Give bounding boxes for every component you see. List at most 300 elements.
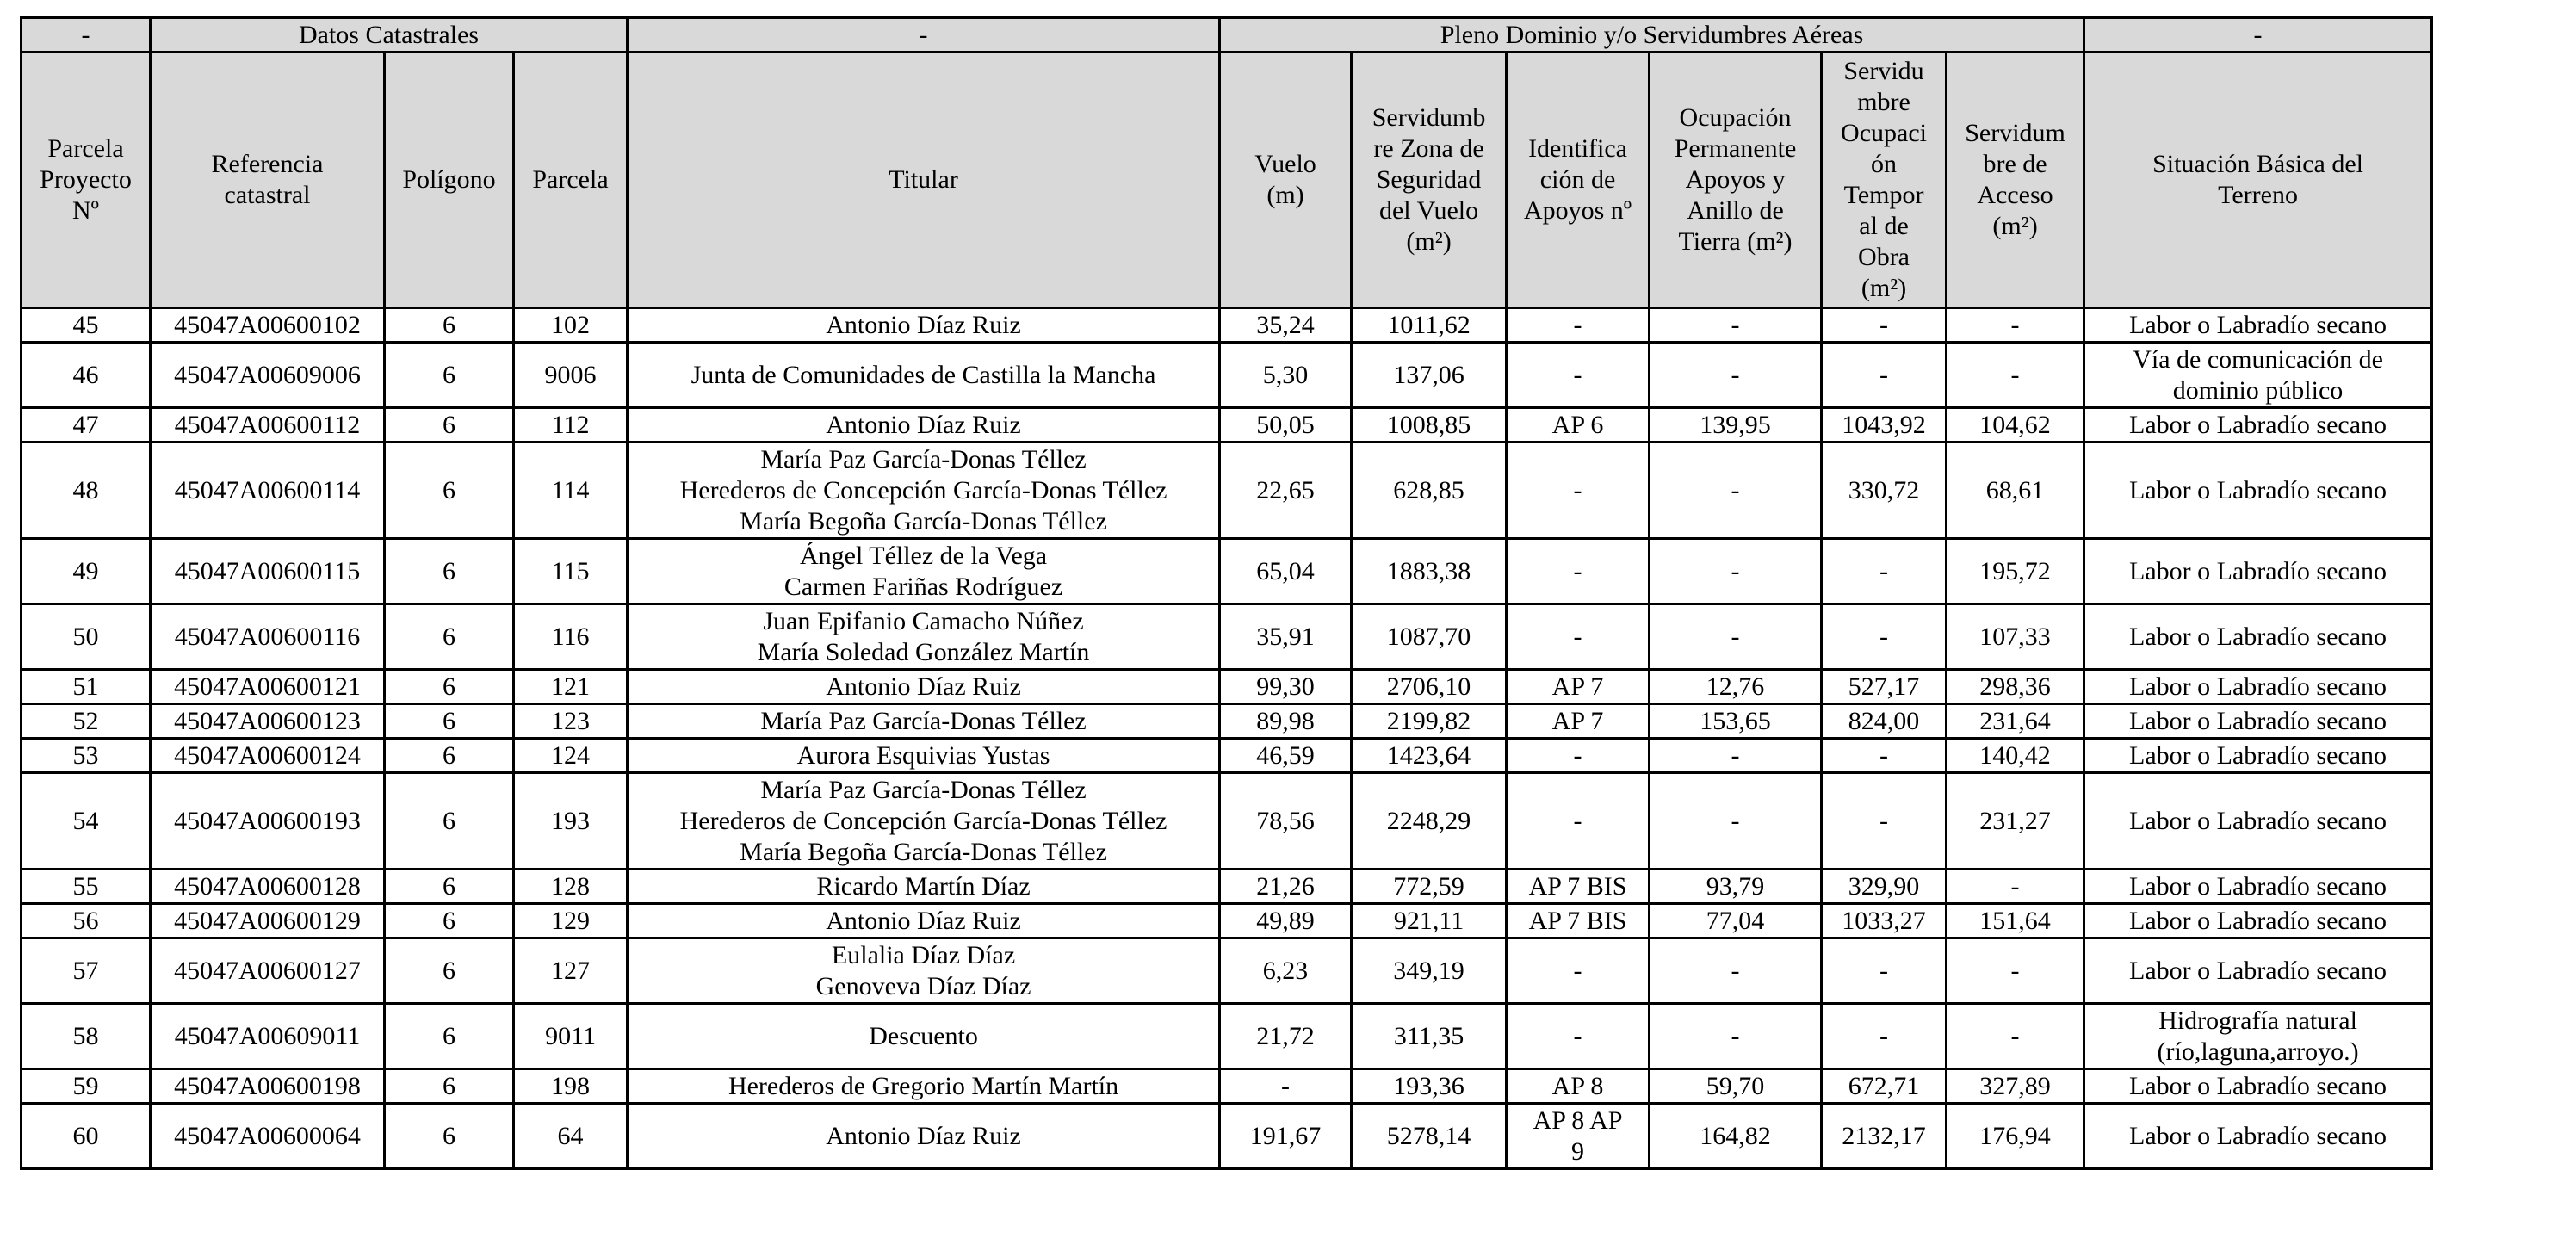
col-header-situacion [2084, 53, 2432, 308]
cell-line: Labor o Labradío secano [2129, 475, 2387, 505]
cell-servidumbre-acceso: 231,64 [1947, 704, 2084, 739]
cell-line: - [1573, 956, 1582, 985]
cell-referencia: 45047A00600193 [151, 773, 385, 870]
cell-titular [628, 670, 1220, 704]
cell-vuelo: - [1220, 1069, 1352, 1104]
cell-servidumbre-seguridad: 628,85 [1352, 443, 1507, 539]
cell-situacion [2084, 604, 2432, 670]
col-header-servidumbre-acceso [1947, 53, 2084, 308]
cell-parcela-proyecto: 54 [22, 773, 151, 870]
header-dash-left: - [22, 18, 151, 53]
cell-line: Servidumb [1372, 103, 1486, 132]
cell-parcela: 64 [514, 1104, 628, 1169]
cell-line: Antonio Díaz Ruiz [826, 672, 1021, 701]
cell-vuelo: 22,65 [1220, 443, 1352, 539]
parcel-table [20, 16, 2433, 1170]
header-dash-situacion: - [2084, 18, 2432, 53]
cell-line: (m²) [1861, 274, 1907, 302]
cell-situacion [2084, 773, 2432, 870]
cell-line: (m²) [1992, 212, 2038, 240]
cell-line: Antonio Díaz Ruiz [826, 410, 1021, 439]
cell-line: María Soledad González Martín [757, 637, 1090, 666]
cell-poligono: 6 [385, 773, 514, 870]
cell-line: Servidu [1843, 57, 1924, 85]
col-header-referencia [151, 53, 385, 308]
col-header-ocupacion-permanente [1650, 53, 1822, 308]
cell-line: AP 8 AP [1533, 1105, 1623, 1135]
cell-line: María Paz García-Donas Téllez [760, 775, 1087, 804]
cell-parcela: 115 [514, 539, 628, 604]
cell-vuelo: 89,98 [1220, 704, 1352, 739]
cell-apoyos [1507, 308, 1650, 343]
cell-situacion [2084, 1004, 2432, 1069]
cell-line: Proyecto [40, 165, 132, 194]
cell-titular [628, 604, 1220, 670]
cell-poligono: 6 [385, 870, 514, 904]
col-header-parcela-proyecto [22, 53, 151, 308]
cell-line: Aurora Esquivias Yustas [796, 740, 1050, 770]
cell-parcela: 129 [514, 904, 628, 938]
cell-situacion [2084, 938, 2432, 1004]
table-row [22, 870, 2432, 904]
cell-servidumbre-seguridad: 137,06 [1352, 343, 1507, 408]
cell-referencia: 45047A00600112 [151, 408, 385, 443]
cell-poligono: 6 [385, 704, 514, 739]
cell-servidumbre-seguridad: 772,59 [1352, 870, 1507, 904]
cell-ocupacion-temporal: - [1822, 938, 1947, 1004]
cell-line: Anillo de [1687, 196, 1784, 225]
cell-line: Labor o Labradío secano [2129, 556, 2387, 585]
cell-parcela: 102 [514, 308, 628, 343]
cell-vuelo: 5,30 [1220, 343, 1352, 408]
cell-situacion [2084, 870, 2432, 904]
cell-servidumbre-seguridad: 2248,29 [1352, 773, 1507, 870]
cell-line: Seguridad [1376, 165, 1482, 194]
cell-line: Carmen Fariñas Rodríguez [783, 572, 1063, 601]
cell-servidumbre-seguridad: 2199,82 [1352, 704, 1507, 739]
cell-parcela-proyecto: 45 [22, 308, 151, 343]
cell-parcela: 9006 [514, 343, 628, 408]
cell-vuelo: 78,56 [1220, 773, 1352, 870]
cell-apoyos [1507, 704, 1650, 739]
header-row-columns [22, 53, 2432, 308]
cell-servidumbre-acceso: - [1947, 870, 2084, 904]
cell-line: Labor o Labradío secano [2129, 672, 2387, 701]
cell-ocupacion-permanente: - [1650, 539, 1822, 604]
cell-line: Hidrografía natural [2158, 1006, 2357, 1035]
cell-poligono: 6 [385, 443, 514, 539]
cell-line: AP 7 BIS [1528, 871, 1627, 901]
cell-line: Labor o Labradío secano [2129, 871, 2387, 901]
col-header-servidumbre-seguridad [1352, 53, 1507, 308]
cell-ocupacion-temporal: 1033,27 [1822, 904, 1947, 938]
cell-servidumbre-acceso: 104,62 [1947, 408, 2084, 443]
cell-line: AP 7 BIS [1528, 906, 1627, 935]
cell-servidumbre-acceso: 298,36 [1947, 670, 2084, 704]
cell-servidumbre-acceso: 195,72 [1947, 539, 2084, 604]
cell-situacion [2084, 408, 2432, 443]
cell-apoyos [1507, 670, 1650, 704]
cell-servidumbre-seguridad: 1011,62 [1352, 308, 1507, 343]
cell-parcela: 121 [514, 670, 628, 704]
cell-titular [628, 343, 1220, 408]
cell-servidumbre-acceso: 231,27 [1947, 773, 2084, 870]
cell-ocupacion-permanente: - [1650, 343, 1822, 408]
cell-titular [628, 938, 1220, 1004]
cell-ocupacion-temporal: 527,17 [1822, 670, 1947, 704]
cell-parcela-proyecto: 60 [22, 1104, 151, 1169]
cell-poligono: 6 [385, 308, 514, 343]
cell-line: Vuelo [1254, 150, 1316, 178]
cell-line: Antonio Díaz Ruiz [826, 310, 1021, 339]
cell-referencia: 45047A00600124 [151, 739, 385, 773]
cell-referencia: 45047A00600198 [151, 1069, 385, 1104]
cell-situacion [2084, 670, 2432, 704]
cell-line: Titular [889, 165, 958, 194]
header-row-group [22, 18, 2432, 53]
cell-line: Parcela [47, 134, 124, 163]
cell-servidumbre-acceso: 151,64 [1947, 904, 2084, 938]
cell-situacion [2084, 704, 2432, 739]
cell-line: AP 7 [1551, 672, 1604, 701]
cell-line: Labor o Labradío secano [2129, 1121, 2387, 1150]
cell-apoyos [1507, 443, 1650, 539]
cell-situacion [2084, 539, 2432, 604]
cell-referencia: 45047A00609011 [151, 1004, 385, 1069]
cell-titular [628, 870, 1220, 904]
cell-line: Tierra (m²) [1678, 227, 1793, 256]
cell-situacion [2084, 343, 2432, 408]
cell-referencia: 45047A00609006 [151, 343, 385, 408]
cell-line: Ricardo Martín Díaz [816, 871, 1031, 901]
cell-line: - [1573, 806, 1582, 835]
cell-parcela-proyecto: 57 [22, 938, 151, 1004]
cell-line: ón [1871, 150, 1898, 178]
cell-servidumbre-acceso: 68,61 [1947, 443, 2084, 539]
cell-vuelo: 46,59 [1220, 739, 1352, 773]
cell-poligono: 6 [385, 739, 514, 773]
cell-line: Situación Básica del [2152, 150, 2364, 178]
cell-line: AP 7 [1551, 706, 1604, 735]
cell-line: Labor o Labradío secano [2129, 906, 2387, 935]
cell-titular [628, 1104, 1220, 1169]
cell-line: (m²) [1406, 227, 1452, 256]
cell-parcela: 123 [514, 704, 628, 739]
cell-parcela: 127 [514, 938, 628, 1004]
table-row [22, 773, 2432, 870]
header-dash-titular: - [628, 18, 1220, 53]
cell-line: Labor o Labradío secano [2129, 740, 2387, 770]
cell-servidumbre-seguridad: 5278,14 [1352, 1104, 1507, 1169]
cell-line: Herederos de Concepción García-Donas Téllez [679, 806, 1167, 835]
cell-line: Antonio Díaz Ruiz [826, 906, 1021, 935]
cell-line: Labor o Labradío secano [2129, 410, 2387, 439]
cell-referencia: 45047A00600064 [151, 1104, 385, 1169]
cell-ocupacion-temporal: 824,00 [1822, 704, 1947, 739]
cell-line: Apoyos y [1685, 165, 1786, 194]
cell-servidumbre-acceso: 176,94 [1947, 1104, 2084, 1169]
cell-line: (m) [1266, 181, 1304, 209]
cell-servidumbre-acceso: - [1947, 308, 2084, 343]
cell-servidumbre-acceso: - [1947, 343, 2084, 408]
cell-referencia: 45047A00600114 [151, 443, 385, 539]
cell-vuelo: 65,04 [1220, 539, 1352, 604]
cell-parcela-proyecto: 59 [22, 1069, 151, 1104]
cell-poligono: 6 [385, 1004, 514, 1069]
cell-apoyos [1507, 539, 1650, 604]
cell-apoyos [1507, 938, 1650, 1004]
cell-parcela: 116 [514, 604, 628, 670]
cell-referencia: 45047A00600123 [151, 704, 385, 739]
cell-line: - [1573, 1021, 1582, 1050]
cell-parcela-proyecto: 55 [22, 870, 151, 904]
cell-parcela: 9011 [514, 1004, 628, 1069]
table-row [22, 1069, 2432, 1104]
cell-line: catastral [224, 181, 311, 209]
cell-apoyos [1507, 773, 1650, 870]
cell-situacion [2084, 739, 2432, 773]
cell-ocupacion-permanente: 12,76 [1650, 670, 1822, 704]
cell-vuelo: 21,26 [1220, 870, 1352, 904]
cell-servidumbre-seguridad: 1008,85 [1352, 408, 1507, 443]
cell-apoyos [1507, 408, 1650, 443]
cell-servidumbre-seguridad: 193,36 [1352, 1069, 1507, 1104]
cell-ocupacion-temporal: 329,90 [1822, 870, 1947, 904]
cell-ocupacion-temporal: 330,72 [1822, 443, 1947, 539]
cell-parcela: 128 [514, 870, 628, 904]
cell-ocupacion-permanente: 153,65 [1650, 704, 1822, 739]
cell-line: Labor o Labradío secano [2129, 956, 2387, 985]
cell-line: re Zona de [1373, 134, 1484, 163]
cell-ocupacion-temporal: 672,71 [1822, 1069, 1947, 1104]
cell-line: Labor o Labradío secano [2129, 310, 2387, 339]
cell-parcela-proyecto: 51 [22, 670, 151, 704]
cell-ocupacion-temporal: - [1822, 343, 1947, 408]
cell-parcela-proyecto: 47 [22, 408, 151, 443]
cell-ocupacion-temporal: 2132,17 [1822, 1104, 1947, 1169]
table-row [22, 408, 2432, 443]
cell-line: Parcela [532, 165, 609, 194]
cell-parcela-proyecto: 50 [22, 604, 151, 670]
cell-line: bre de [1983, 150, 2047, 178]
cell-ocupacion-permanente: - [1650, 604, 1822, 670]
cell-ocupacion-permanente: - [1650, 443, 1822, 539]
cell-line: 9 [1571, 1136, 1585, 1166]
cell-servidumbre-seguridad: 1883,38 [1352, 539, 1507, 604]
cell-titular [628, 904, 1220, 938]
cell-line: Permanente [1674, 134, 1797, 163]
cell-poligono: 6 [385, 670, 514, 704]
cell-ocupacion-temporal: - [1822, 308, 1947, 343]
cell-servidumbre-acceso: 327,89 [1947, 1069, 2084, 1104]
cell-line: Labor o Labradío secano [2129, 622, 2387, 651]
cell-line: Ocupación [1679, 103, 1792, 132]
cell-vuelo: 99,30 [1220, 670, 1352, 704]
cell-line: María Begoña García-Donas Téllez [740, 506, 1107, 536]
cell-ocupacion-temporal: - [1822, 539, 1947, 604]
cell-poligono: 6 [385, 604, 514, 670]
cell-poligono: 6 [385, 1104, 514, 1169]
cell-ocupacion-temporal: - [1822, 604, 1947, 670]
cell-vuelo: 35,91 [1220, 604, 1352, 670]
col-header-vuelo [1220, 53, 1352, 308]
cell-servidumbre-acceso: - [1947, 1004, 2084, 1069]
cell-ocupacion-permanente: 93,79 [1650, 870, 1822, 904]
table-row [22, 308, 2432, 343]
cell-line: ción de [1539, 165, 1616, 194]
cell-referencia: 45047A00600127 [151, 938, 385, 1004]
cell-referencia: 45047A00600121 [151, 670, 385, 704]
cell-servidumbre-acceso: - [1947, 938, 2084, 1004]
cell-line: Servidum [1965, 119, 2065, 147]
cell-ocupacion-permanente: 139,95 [1650, 408, 1822, 443]
cell-line: Herederos de Concepción García-Donas Téllez [679, 475, 1167, 505]
cell-apoyos [1507, 1004, 1650, 1069]
cell-line: Genoveva Díaz Díaz [815, 971, 1031, 1000]
cell-ocupacion-permanente: - [1650, 308, 1822, 343]
cell-line: Eulalia Díaz Díaz [831, 940, 1016, 969]
cell-line: Juan Epifanio Camacho Núñez [763, 606, 1084, 635]
cell-poligono: 6 [385, 1069, 514, 1104]
cell-line: Acceso [1977, 181, 2053, 209]
cell-line: Descuento [869, 1021, 978, 1050]
table-row [22, 1104, 2432, 1169]
cell-line: - [1573, 556, 1582, 585]
header-datos-catastrales: Datos Catastrales [151, 18, 628, 53]
cell-line: Herederos de Gregorio Martín Martín [728, 1071, 1119, 1100]
table-row [22, 604, 2432, 670]
cell-line: - [1573, 622, 1582, 651]
cell-titular [628, 1069, 1220, 1104]
cell-apoyos [1507, 870, 1650, 904]
cell-servidumbre-seguridad: 349,19 [1352, 938, 1507, 1004]
table-body [22, 308, 2432, 1169]
cell-line: Labor o Labradío secano [2129, 706, 2387, 735]
cell-ocupacion-temporal: - [1822, 773, 1947, 870]
cell-apoyos [1507, 604, 1650, 670]
table-row [22, 539, 2432, 604]
cell-apoyos [1507, 1069, 1650, 1104]
cell-line: Ocupaci [1841, 119, 1927, 147]
cell-line: Referencia [211, 150, 324, 178]
cell-titular [628, 308, 1220, 343]
cell-servidumbre-seguridad: 921,11 [1352, 904, 1507, 938]
cell-vuelo: 50,05 [1220, 408, 1352, 443]
cell-servidumbre-seguridad: 1087,70 [1352, 604, 1507, 670]
cell-line: Terreno [2218, 181, 2298, 209]
cell-parcela-proyecto: 58 [22, 1004, 151, 1069]
cell-vuelo: 21,72 [1220, 1004, 1352, 1069]
cell-line: Antonio Díaz Ruiz [826, 1121, 1021, 1150]
table-row [22, 1004, 2432, 1069]
cell-line: María Paz García-Donas Téllez [760, 706, 1087, 735]
cell-referencia: 45047A00600102 [151, 308, 385, 343]
col-header-titular [628, 53, 1220, 308]
cell-titular [628, 408, 1220, 443]
cell-parcela-proyecto: 49 [22, 539, 151, 604]
table-row [22, 704, 2432, 739]
cell-servidumbre-acceso: 107,33 [1947, 604, 2084, 670]
cell-line: Labor o Labradío secano [2129, 1071, 2387, 1100]
cell-line: Vía de comunicación de [2133, 344, 2383, 374]
cell-apoyos [1507, 739, 1650, 773]
cell-line: al de [1859, 212, 1909, 240]
cell-parcela: 193 [514, 773, 628, 870]
cell-apoyos [1507, 904, 1650, 938]
cell-servidumbre-acceso: 140,42 [1947, 739, 2084, 773]
cell-parcela: 112 [514, 408, 628, 443]
col-header-ocupacion-temporal [1822, 53, 1947, 308]
cell-titular [628, 443, 1220, 539]
cell-line: - [1573, 360, 1582, 389]
cell-situacion [2084, 1069, 2432, 1104]
cell-line: Junta de Comunidades de Castilla la Mancha [690, 360, 1156, 389]
cell-vuelo: 6,23 [1220, 938, 1352, 1004]
cell-vuelo: 191,67 [1220, 1104, 1352, 1169]
cell-poligono: 6 [385, 904, 514, 938]
cell-vuelo: 35,24 [1220, 308, 1352, 343]
cell-servidumbre-seguridad: 311,35 [1352, 1004, 1507, 1069]
cell-ocupacion-permanente: 164,82 [1650, 1104, 1822, 1169]
cell-line: Ángel Téllez de la Vega [799, 541, 1048, 570]
cell-line: AP 6 [1551, 410, 1604, 439]
cell-apoyos [1507, 343, 1650, 408]
cell-apoyos [1507, 1104, 1650, 1169]
table-row [22, 904, 2432, 938]
cell-referencia: 45047A00600116 [151, 604, 385, 670]
cell-line: del Vuelo [1378, 196, 1479, 225]
cell-line: Tempor [1843, 181, 1924, 209]
cell-line: mbre [1857, 88, 1910, 116]
table-row [22, 739, 2432, 773]
cell-titular [628, 1004, 1220, 1069]
col-header-poligono [385, 53, 514, 308]
cell-parcela: 198 [514, 1069, 628, 1104]
cell-poligono: 6 [385, 408, 514, 443]
cell-ocupacion-permanente: 77,04 [1650, 904, 1822, 938]
cell-referencia: 45047A00600129 [151, 904, 385, 938]
header-pleno-dominio: Pleno Dominio y/o Servidumbres Aéreas [1220, 18, 2084, 53]
cell-ocupacion-permanente: 59,70 [1650, 1069, 1822, 1104]
cell-situacion [2084, 904, 2432, 938]
cell-servidumbre-seguridad: 2706,10 [1352, 670, 1507, 704]
cell-servidumbre-seguridad: 1423,64 [1352, 739, 1507, 773]
cell-situacion [2084, 1104, 2432, 1169]
cell-line: (río,laguna,arroyo.) [2157, 1037, 2359, 1066]
cell-parcela: 124 [514, 739, 628, 773]
cell-titular [628, 539, 1220, 604]
cell-situacion [2084, 308, 2432, 343]
cell-line: - [1573, 740, 1582, 770]
cell-referencia: 45047A00600115 [151, 539, 385, 604]
cell-ocupacion-temporal: 1043,92 [1822, 408, 1947, 443]
cell-titular [628, 739, 1220, 773]
cell-ocupacion-permanente: - [1650, 1004, 1822, 1069]
cell-parcela: 114 [514, 443, 628, 539]
cell-line: María Paz García-Donas Téllez [760, 444, 1087, 474]
cell-ocupacion-temporal: - [1822, 1004, 1947, 1069]
cell-parcela-proyecto: 52 [22, 704, 151, 739]
table-row [22, 670, 2432, 704]
cell-line: María Begoña García-Donas Téllez [740, 837, 1107, 866]
cell-parcela-proyecto: 46 [22, 343, 151, 408]
cell-titular [628, 704, 1220, 739]
cell-line: AP 8 [1551, 1071, 1604, 1100]
cell-ocupacion-permanente: - [1650, 773, 1822, 870]
col-header-parcela [514, 53, 628, 308]
cell-line: Polígono [402, 165, 496, 194]
cell-line: - [1573, 475, 1582, 505]
